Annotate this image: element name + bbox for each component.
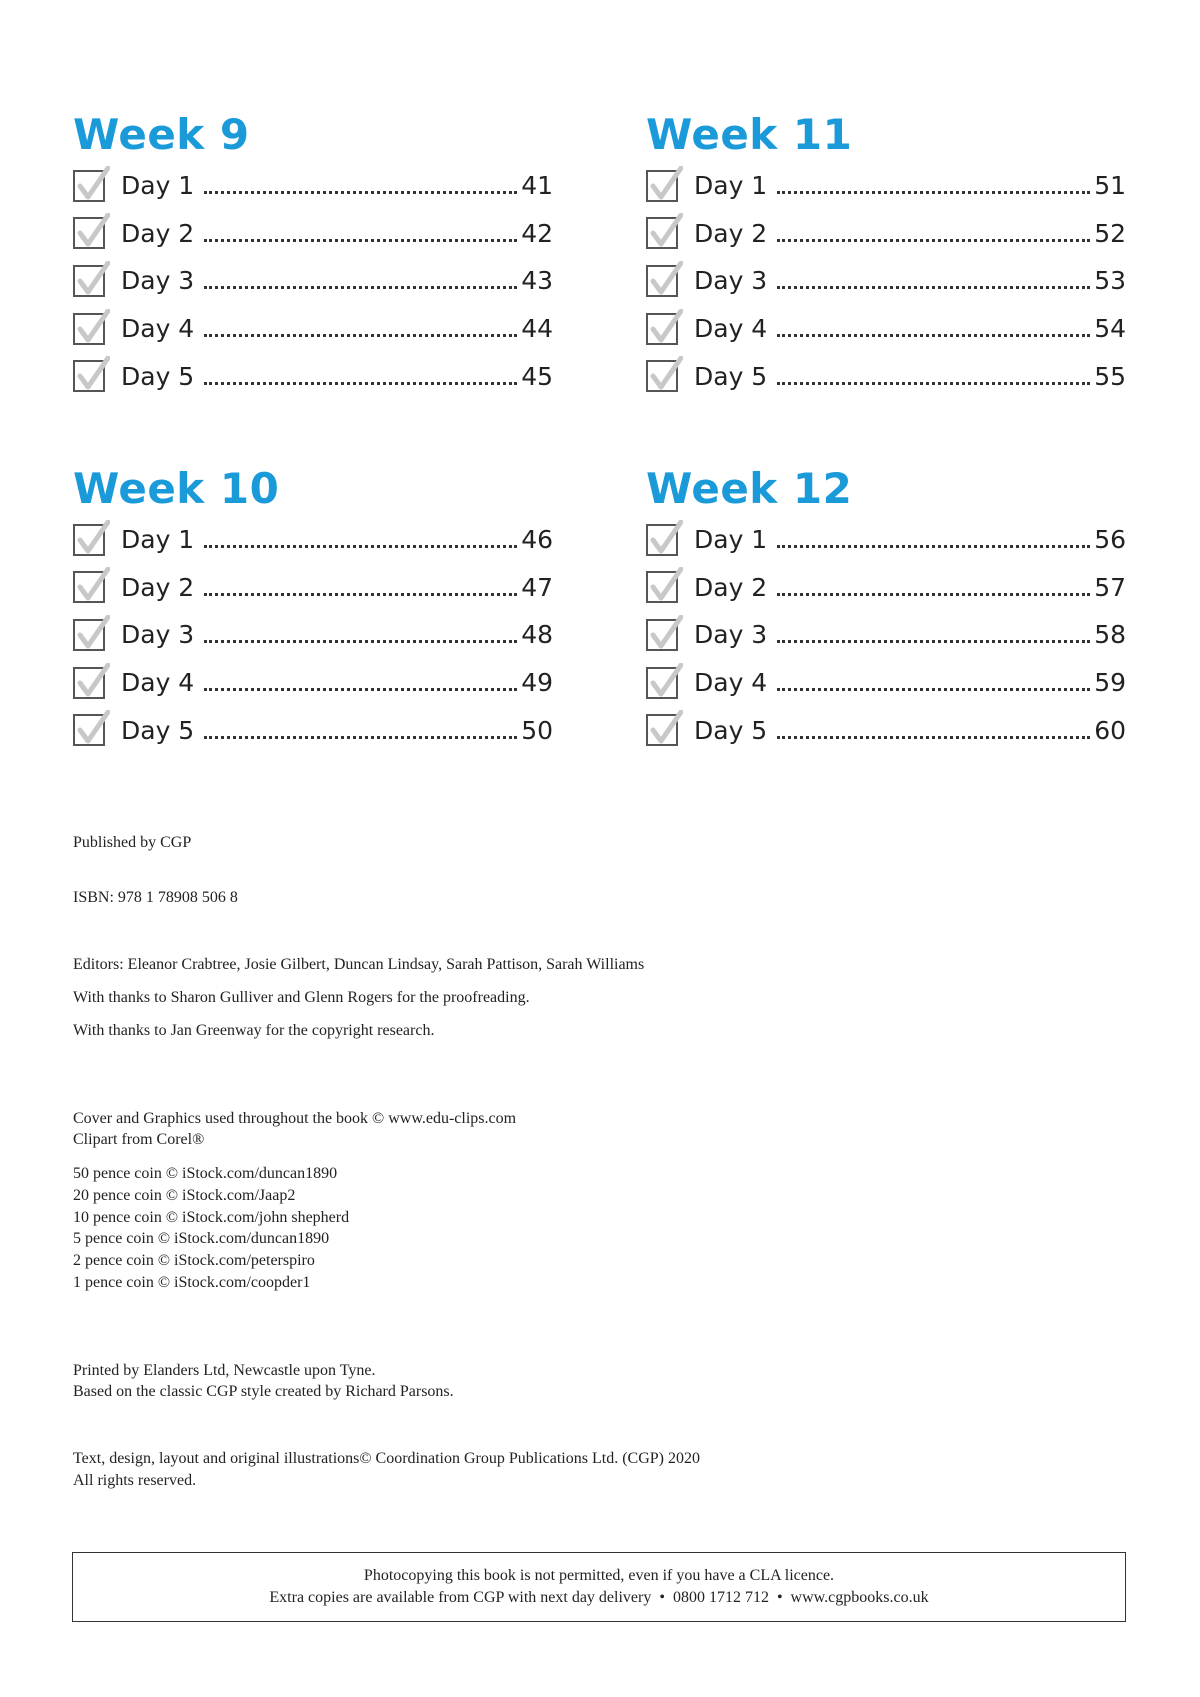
page-number: 47 <box>521 572 553 602</box>
checkbox-tick-icon[interactable] <box>73 170 105 202</box>
day-entry <box>73 611 553 659</box>
day-label: Day 4 <box>694 668 768 698</box>
dot-leader <box>204 722 517 739</box>
page-number: 42 <box>521 218 553 248</box>
page-number: 44 <box>521 314 553 344</box>
page-number: 50 <box>521 715 553 745</box>
day-entry <box>646 516 1126 564</box>
day-label: Day 3 <box>121 620 195 650</box>
checkbox-tick-icon[interactable] <box>646 265 678 297</box>
coin-credit: 50 pence coin © iStock.com/duncan1890 <box>73 1165 338 1182</box>
checkbox-tick-icon[interactable] <box>646 360 678 392</box>
page-number: 43 <box>521 266 553 296</box>
day-entry <box>73 352 553 400</box>
copyright-research-text: With thanks to Jan Greenway for the copyright research. <box>73 1022 435 1039</box>
day-label: Day 1 <box>694 171 768 201</box>
day-entry <box>73 162 553 210</box>
day-label: Day 2 <box>121 218 195 248</box>
dot-leader <box>204 177 517 194</box>
dot-leader <box>204 225 517 242</box>
day-label: Day 2 <box>121 572 195 602</box>
page-number: 49 <box>521 668 553 698</box>
page-number: 58 <box>1094 620 1126 650</box>
day-entry <box>646 659 1126 707</box>
page-number: 52 <box>1094 218 1126 248</box>
day-entry <box>646 706 1126 754</box>
week-11-section <box>646 108 1126 400</box>
rights-text: All rights reserved. <box>73 1472 197 1489</box>
day-entry <box>646 257 1126 305</box>
dot-leader <box>777 368 1090 385</box>
day-entry <box>646 611 1126 659</box>
day-entry <box>646 352 1126 400</box>
checkbox-tick-icon[interactable] <box>646 217 678 249</box>
day-label: Day 1 <box>694 525 768 555</box>
week-10-section <box>73 462 553 754</box>
day-label: Day 4 <box>121 668 195 698</box>
checkbox-tick-icon[interactable] <box>73 714 105 746</box>
page-number: 57 <box>1094 572 1126 602</box>
editors-text: Editors: Eleanor Crabtree, Josie Gilbert, Duncan Lindsay, Sarah Pattison, Sarah Williams <box>73 956 645 973</box>
page-number: 53 <box>1094 266 1126 296</box>
dot-leader <box>204 674 517 691</box>
notice-line-2: Extra copies are available from CGP with next day delivery • 0800 1712 712 • www.cgpbooks.co.uk <box>269 1589 929 1606</box>
dot-leader <box>777 674 1090 691</box>
checkbox-tick-icon[interactable] <box>646 313 678 345</box>
coin-credit: 20 pence coin © iStock.com/Jaap2 <box>73 1186 296 1204</box>
checkbox-tick-icon[interactable] <box>73 571 105 603</box>
day-label: Day 3 <box>121 266 195 296</box>
dot-leader <box>204 272 517 289</box>
dot-leader <box>777 722 1090 739</box>
dot-leader <box>204 320 517 337</box>
proofreading-text: With thanks to Sharon Gulliver and Glenn Rogers for the proofreading. <box>73 989 530 1006</box>
day-label: Day 3 <box>694 620 768 650</box>
day-label: Day 5 <box>694 361 768 391</box>
page-number: 60 <box>1094 715 1126 745</box>
week-12-section <box>646 462 1126 754</box>
style-text: Based on the classic CGP style created by Richard Parsons. <box>73 1383 454 1400</box>
checkbox-tick-icon[interactable] <box>73 360 105 392</box>
isbn-text: ISBN: 978 1 78908 506 8 <box>73 889 238 906</box>
coin-credit: 10 pence coin © iStock.com/john shepherd <box>73 1208 350 1226</box>
dot-leader <box>777 626 1090 643</box>
checkbox-tick-icon[interactable] <box>73 619 105 651</box>
day-label: Day 5 <box>121 361 195 391</box>
day-label: Day 5 <box>694 715 768 745</box>
page-number: 56 <box>1094 525 1126 555</box>
dot-leader <box>777 272 1090 289</box>
day-entry <box>73 210 553 258</box>
dot-leader <box>204 531 517 548</box>
dot-leader <box>204 626 517 643</box>
coin-credit: 5 pence coin © iStock.com/duncan1890 <box>73 1230 330 1248</box>
week-title: Week 10 <box>73 464 280 513</box>
dot-leader <box>777 531 1090 548</box>
page-number: 45 <box>521 361 553 391</box>
checkbox-tick-icon[interactable] <box>73 313 105 345</box>
day-label: Day 1 <box>121 171 195 201</box>
day-label: Day 2 <box>694 218 768 248</box>
week-9-section <box>73 108 553 400</box>
coin-credit: 1 pence coin © iStock.com/coopder1 <box>73 1274 311 1291</box>
week-title: Week 12 <box>646 464 853 513</box>
checkbox-tick-icon[interactable] <box>73 667 105 699</box>
day-entry <box>73 516 553 564</box>
week-title: Week 9 <box>73 110 250 159</box>
checkbox-tick-icon[interactable] <box>646 619 678 651</box>
day-entry <box>646 564 1126 612</box>
dot-leader <box>777 177 1090 194</box>
day-entry <box>73 706 553 754</box>
clipart-credit: Clipart from Corel® <box>73 1131 205 1148</box>
checkbox-tick-icon[interactable] <box>73 265 105 297</box>
dot-leader <box>777 320 1090 337</box>
page-number: 55 <box>1094 361 1126 391</box>
photocopy-notice-box <box>72 1552 1126 1622</box>
day-label: Day 5 <box>121 715 195 745</box>
day-label: Day 4 <box>694 314 768 344</box>
day-label: Day 4 <box>121 314 195 344</box>
notice-line-1: Photocopying this book is not permitted, even if you have a CLA licence. <box>363 1567 835 1584</box>
day-entry <box>646 162 1126 210</box>
checkbox-tick-icon[interactable] <box>646 524 678 556</box>
day-entry <box>73 257 553 305</box>
dot-leader <box>204 368 517 385</box>
page-number: 46 <box>521 525 553 555</box>
page-number: 41 <box>521 171 553 201</box>
coin-credit: 2 pence coin © iStock.com/peterspiro <box>73 1252 315 1270</box>
day-entry <box>646 210 1126 258</box>
publisher-text: Published by CGP <box>73 834 192 851</box>
copyright-text: Text, design, layout and original illustrations© Coordination Group Publications Ltd. (CGP) 2020 <box>73 1450 700 1467</box>
checkbox-tick-icon[interactable] <box>73 524 105 556</box>
checkbox-tick-icon[interactable] <box>646 714 678 746</box>
dot-leader <box>777 579 1090 596</box>
page-number: 48 <box>521 620 553 650</box>
page-number: 59 <box>1094 668 1126 698</box>
dot-leader <box>204 579 517 596</box>
checkbox-tick-icon[interactable] <box>646 571 678 603</box>
checkbox-tick-icon[interactable] <box>646 170 678 202</box>
day-entry <box>73 305 553 353</box>
dot-leader <box>777 225 1090 242</box>
cover-credit: Cover and Graphics used throughout the book © www.edu-clips.com <box>73 1110 517 1127</box>
day-label: Day 2 <box>694 572 768 602</box>
day-entry <box>73 564 553 612</box>
day-label: Day 1 <box>121 525 195 555</box>
printer-text: Printed by Elanders Ltd, Newcastle upon Tyne. <box>73 1362 376 1379</box>
checkbox-tick-icon[interactable] <box>646 667 678 699</box>
day-entry <box>646 305 1126 353</box>
page-number: 51 <box>1094 171 1126 201</box>
day-entry <box>73 659 553 707</box>
checkbox-tick-icon[interactable] <box>73 217 105 249</box>
week-title: Week 11 <box>646 110 853 159</box>
page-number: 54 <box>1094 314 1126 344</box>
day-label: Day 3 <box>694 266 768 296</box>
